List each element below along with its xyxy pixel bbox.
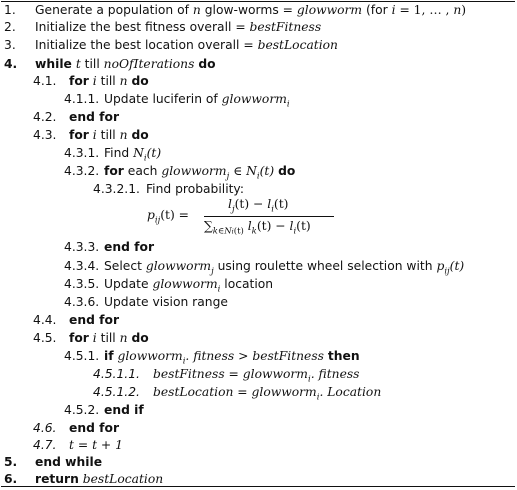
line-number: 4.3.2.1. [93, 182, 140, 196]
algorithm-line-4-1-1 [64, 91, 290, 110]
line-number: 4.5.1.2. [93, 385, 140, 399]
line-text: till [96, 128, 120, 142]
var-n-set: N [133, 146, 144, 160]
var-n: n [192, 3, 201, 17]
line-number: 6. [4, 472, 18, 486]
attr-fitness: . fitness [185, 349, 235, 363]
algorithm-line-4-3-2 [64, 163, 296, 182]
line-number: 4.1. [33, 74, 57, 88]
subscript-i: i [286, 99, 290, 110]
keyword-return: return [35, 472, 79, 486]
algorithm-line-3 [4, 37, 338, 53]
algorithm-line-4-3 [33, 127, 149, 143]
line-text: Select [104, 259, 146, 273]
var-n-set: N [246, 164, 257, 178]
line-number: 5. [4, 455, 18, 469]
var-n: n [119, 74, 128, 88]
line-text: Generate a population of [35, 3, 193, 17]
keyword-end-for: end for [104, 240, 155, 254]
equals: = [233, 385, 252, 399]
arg-t: (t) [259, 164, 275, 178]
algorithm-line-4-5-1 [64, 348, 360, 367]
keyword-end-for: end for [69, 313, 120, 327]
line-number: 4.5.1. [64, 349, 100, 363]
line-number: 4. [4, 57, 18, 71]
algorithm-line-4-5-1-1 [93, 366, 360, 385]
line-number: 4.3. [33, 128, 57, 142]
var-i: i [92, 74, 97, 88]
line-number: 2. [4, 20, 16, 34]
algorithm-line-4 [4, 56, 216, 72]
subscript-i: i [316, 392, 320, 403]
algorithm-line-4-7 [33, 437, 123, 453]
line-text: each [123, 164, 162, 178]
line-text: location [220, 277, 274, 291]
keyword-end-for: end for [69, 110, 120, 124]
algorithm-line-4-3-2-1 [93, 181, 244, 197]
line-text: Find [104, 146, 134, 160]
var-bestlocation: bestLocation [153, 385, 234, 399]
var-glowworm: glowworm [161, 164, 227, 178]
subscript-i: i [217, 284, 221, 295]
keyword-do: do [131, 74, 149, 88]
var-glowworm: glowworm [251, 385, 317, 399]
algorithm-line-4-6 [33, 420, 120, 436]
attr-location: . Location [319, 385, 382, 399]
keyword-then: then [327, 349, 360, 363]
keyword-do: do [278, 164, 296, 178]
line-number: 4.3.6. [64, 295, 100, 309]
greater-than: > [234, 349, 253, 363]
keyword-do: do [198, 57, 216, 71]
var-n: n [453, 3, 462, 17]
keyword-do: do [131, 128, 149, 142]
keyword-while: while [35, 57, 72, 71]
subscript-i: i [256, 171, 260, 182]
var-i: i [391, 3, 396, 17]
algorithm-line-4-1 [33, 73, 149, 89]
line-number: 4.3.4. [64, 259, 100, 273]
subscript-j: j [211, 266, 214, 277]
line-number: 4.5.2. [64, 403, 100, 417]
line-text: Find probability: [146, 182, 244, 196]
line-text: (for [362, 3, 392, 17]
algorithm-line-4-3-5 [64, 276, 274, 295]
var-bestfitness: bestFitness [252, 349, 324, 363]
keyword-for: for [69, 128, 89, 142]
keyword-for: for [104, 164, 124, 178]
element-of: ∈ [229, 164, 247, 178]
formula-numerator: $l_j(t) - l_i(t)$ [228, 197, 289, 215]
var-bestfitness: bestFitness [249, 20, 322, 34]
line-number: 4.5.1.1. [93, 367, 140, 381]
subscript-i: i [182, 356, 186, 367]
var-glowworm: glowworm [221, 92, 287, 106]
line-text: till [80, 57, 104, 71]
line-text: Initialize the best fitness overall = [35, 20, 250, 34]
keyword-if: if [104, 349, 114, 363]
algorithm-line-6 [4, 471, 164, 487]
line-number: 4.2. [33, 110, 57, 124]
keyword-end-if: end if [104, 403, 144, 417]
var-glowworm: glowworm [296, 3, 363, 17]
line-number: 4.3.5. [64, 277, 100, 291]
line-text: ) [461, 3, 467, 17]
line-text: till [96, 331, 120, 345]
algorithm-line-4-2 [33, 109, 120, 125]
line-text: Initialize the best location overall = [35, 38, 258, 52]
var-n: n [119, 128, 128, 142]
keyword-do: do [131, 331, 149, 345]
line-number: 3. [4, 38, 16, 52]
var-glowworm: glowworm [152, 277, 218, 291]
var-t: t [75, 57, 81, 71]
fraction-bar [204, 216, 334, 217]
var-glowworm: glowworm [242, 367, 308, 381]
line-number: 4.7. [33, 438, 57, 452]
line-text: Update vision range [104, 295, 228, 309]
var-glowworm: glowworm [145, 259, 212, 273]
algorithm-line-5 [4, 454, 103, 470]
subscript-i: i [143, 153, 147, 164]
line-text: using roulette wheel selection with [213, 259, 437, 273]
line-number: 4.3.2. [64, 164, 100, 178]
var-bestlocation: bestLocation [257, 38, 338, 52]
line-text: Update luciferin of [104, 92, 222, 106]
algorithm-line-4-5 [33, 330, 149, 346]
algorithm-line-4-3-1 [64, 145, 162, 164]
algorithm-line-4-3-4 [64, 258, 465, 277]
var-i: i [92, 128, 97, 142]
algorithm-line-4-5-1-2 [93, 384, 382, 403]
line-text: Update [104, 277, 153, 291]
line-number: 4.3.3. [64, 240, 100, 254]
algorithm-line-4-4 [33, 312, 120, 328]
equals: = [224, 367, 243, 381]
var-n: n [119, 331, 128, 345]
line-number: 1. [4, 3, 16, 17]
subscript-ij: ij [444, 266, 450, 277]
var-bestlocation: bestLocation [82, 472, 164, 486]
increment-expression: t = t + 1 [69, 438, 123, 452]
var-glowworm: glowworm [117, 349, 183, 363]
arg-t: (t) [146, 146, 162, 160]
var-i: i [92, 331, 97, 345]
line-number: 4.3.1. [64, 146, 100, 160]
line-number: 4.5. [33, 331, 57, 345]
algorithm-line-4-5-2 [64, 402, 144, 418]
attr-fitness: . fitness [310, 367, 360, 381]
keyword-end-for: end for [69, 421, 120, 435]
line-text: glow-worms = [200, 3, 297, 17]
subscript-j: j [226, 171, 230, 182]
keyword-end-while: end while [35, 455, 103, 469]
var-noofiterations: noOfIterations [103, 57, 195, 71]
range-text: = 1, … , [395, 3, 454, 17]
formula-lhs: $p_{ij}(t)$ = [147, 208, 189, 226]
algorithm-line-2 [4, 19, 322, 35]
arg-t: (t) [449, 259, 465, 273]
line-text: till [96, 74, 120, 88]
subscript-i: i [307, 374, 311, 385]
algorithm-line-4-3-6 [64, 294, 228, 310]
var-bestfitness: bestFitness [153, 367, 225, 381]
formula-denominator: $\sum_{k\in Ni(t)}$ $l_k(t) - l_i(t)$ [204, 219, 311, 237]
line-number: 4.4. [33, 313, 57, 327]
line-number: 4.1.1. [64, 92, 100, 106]
keyword-for: for [69, 74, 89, 88]
var-p: p [436, 259, 445, 273]
algorithm-line-1 [4, 2, 467, 18]
algorithm-line-4-3-3 [64, 239, 155, 255]
keyword-for: for [69, 331, 89, 345]
line-number: 4.6. [33, 421, 57, 435]
